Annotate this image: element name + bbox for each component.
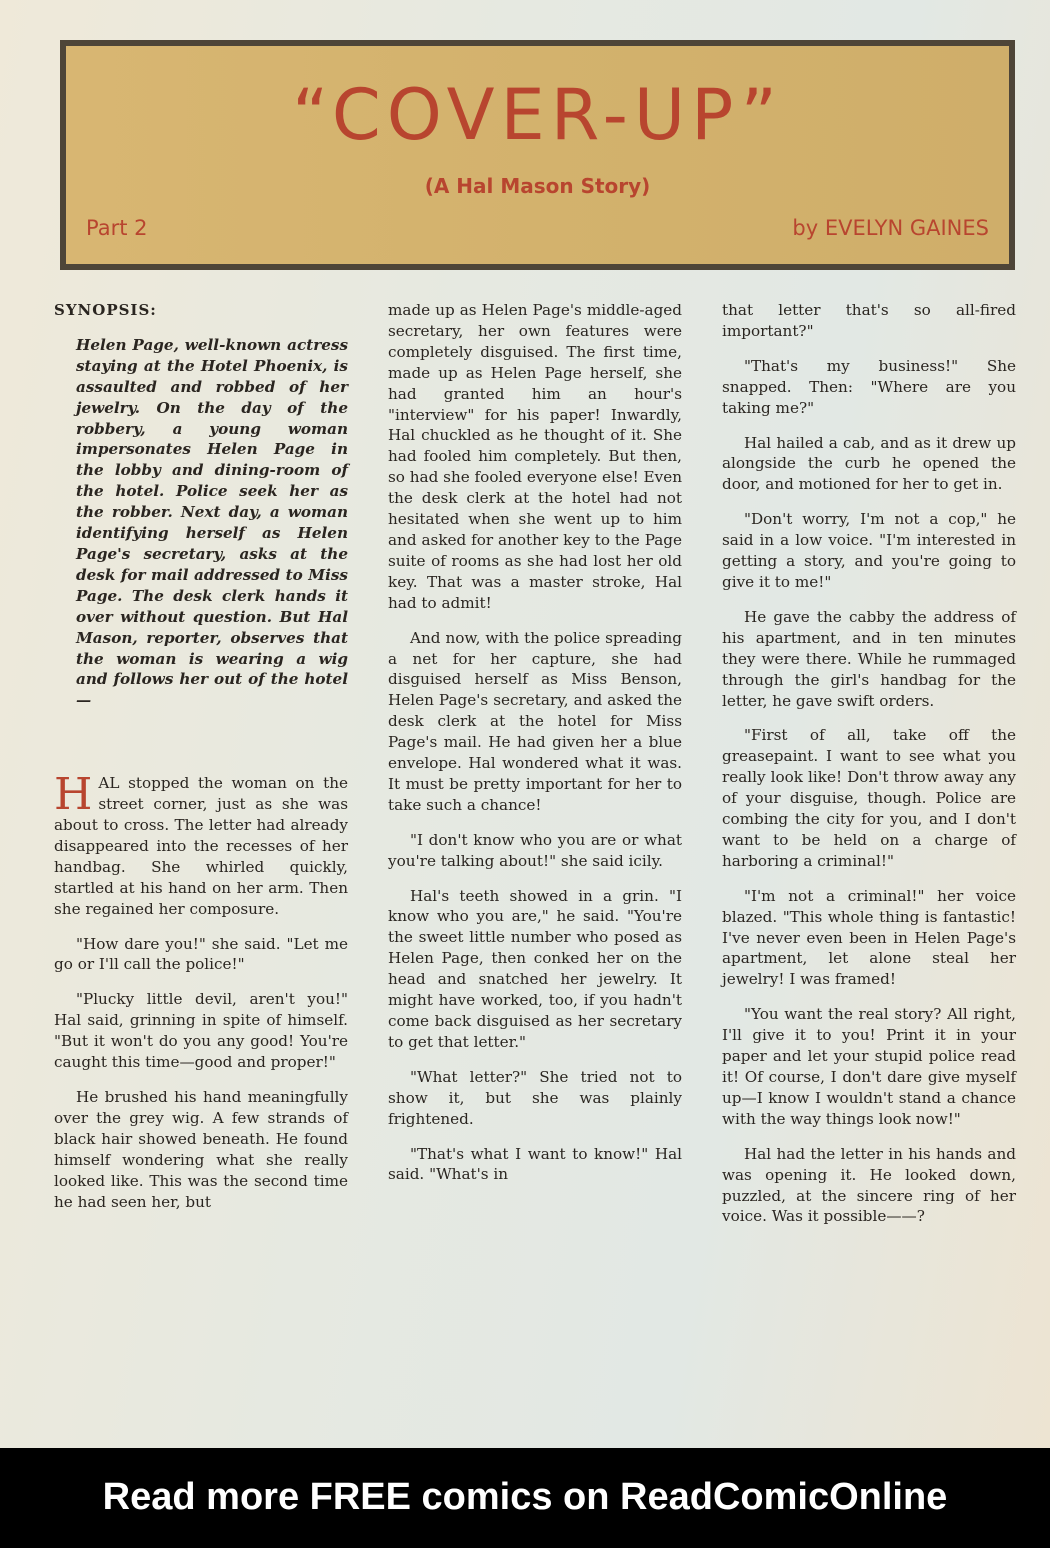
story-paragraph: "That's what I want to know!" Hal said. "What's in — [388, 1144, 682, 1184]
story-title: “COVER-UP” — [292, 74, 783, 156]
story-paragraph: that letter that's so all-fired important?" — [722, 301, 1016, 340]
story-paragraph: He brushed his hand meaningfully over the grey wig. A few strands of black hair showed beneath. He found himself wondering what she really looked like. This was the second time he had seen her, but — [54, 1088, 348, 1211]
story-paragraph: Hal had the letter in his hands and was opening it. He looked down, puzzled, at the sincere ring of her voice. Was it possible——? — [722, 1144, 1016, 1226]
story-paragraph: made up as Helen Page's middle-aged secretary, her own features were completely disguised. The first time, made up as Helen Page herself, she had granted him an hour's "interview" for his paper! Inwardly, Hal chuckled as he thought of it. She had fooled him completely. But then, so had she fooled everyone else! Even the desk clerk at the hotel had not hesitated when she went up to him and asked for another key to the Page suite of rooms as she had lost her old key. That was a master stroke, Hal had to admit! — [388, 301, 682, 612]
text-column-3 — [722, 300, 1016, 1241]
story-paragraph: "Plucky little devil, aren't you!" Hal said, grinning in spite of himself. "But it won't do you any good! You're caught this time—good and proper!" — [54, 990, 348, 1072]
synopsis-heading: SYNOPSIS: — [54, 301, 157, 319]
story-paragraph: Hal hailed a cab, and as it drew up alongside the curb he opened the door, and motioned for her to get in. — [722, 433, 1016, 494]
promo-footer-banner — [0, 1448, 1050, 1548]
text-column-1 — [54, 300, 348, 1226]
story-paragraph: "Don't worry, I'm not a cop," he said in a low voice. "I'm interested in getting a story, and you're going to give it to me!" — [722, 510, 1016, 591]
story-paragraph: "First of all, take off the greasepaint. I want to see what you really look like! Don't throw away any of your disguise, though. Police are combing the city for you, and I don't want to be held on a charge of harboring a criminal!" — [722, 726, 1016, 870]
story-paragraph — [54, 769, 348, 919]
story-paragraph: "I don't know who you are or what you're talking about!" she said icily. — [388, 830, 682, 870]
story-paragraph: "I'm not a criminal!" her voice blazed. "This whole thing is fantastic! I've never even been in Helen Page's apartment, let alone steal her jewelry! I was framed! — [722, 886, 1016, 989]
story-subtitle: (A Hal Mason Story) — [424, 174, 651, 198]
story-paragraph-text: AL stopped the woman on the street corner, just as she was about to cross. The letter had already disappeared into the recesses of her handbag. She whirled quickly, startled at his hand on her arm. Then she regained her composure. — [54, 774, 348, 918]
story-paragraph: "That's my business!" She snapped. Then: "Where are you taking me?" — [722, 356, 1016, 417]
story-header-panel — [60, 40, 1015, 270]
drop-cap: H — [54, 769, 93, 821]
story-paragraph: "How dare you!" she said. "Let me go or I'll call the police!" — [54, 934, 348, 974]
part-label: Part 2 — [86, 216, 148, 240]
story-paragraph: "You want the real story? All right, I'll give it to you! Print it in your paper and let your stupid police read it! Of course, I don't dare give myself up—I know I wouldn't stand a chance with the way things look now!" — [722, 1005, 1016, 1128]
synopsis-text: Helen Page, well-known actress staying at the Hotel Phoenix, is assaulted and robbed of her jewelry. On the day of the robbery, a young woman impersonates Helen Page in the lobby and dining-room of the hotel. Police seek her as the robber. Next day, a woman identifying herself as Helen Page's secretary, asks at the desk for mail addressed to Miss Page. The desk clerk hands it over without question. But Hal Mason, reporter, observes that the woman is wearing a wig and follows her out of the hotel— — [76, 335, 348, 710]
story-paragraph: And now, with the police spreading a net for her capture, she had disguised herself as Miss Benson, Helen Page's secretary, and asked the desk clerk at the hotel for Miss Page's mail. He had given her a blue envelope. Hal wondered what it was. It must be pretty important for her to take such a chance! — [388, 628, 682, 814]
story-paragraph: Hal's teeth showed in a grin. "I know who you are," he said. "You're the sweet little number who posed as Helen Page, then conked her on the head and snatched her jewelry. It might have worked, too, if you hadn't come back disguised as her secretary to get that letter." — [388, 886, 682, 1051]
author-byline: by EVELYN GAINES — [792, 216, 989, 240]
text-column-2 — [388, 300, 682, 1199]
story-paragraph: He gave the cabby the address of his apartment, and in ten minutes they were there. While he rummaged through the girl's handbag for the letter, he gave swift orders. — [722, 607, 1016, 710]
promo-footer-text: Read more FREE comics on ReadComicOnline — [102, 1476, 948, 1518]
story-paragraph: "What letter?" She tried not to show it, but she was plainly frightened. — [388, 1067, 682, 1128]
